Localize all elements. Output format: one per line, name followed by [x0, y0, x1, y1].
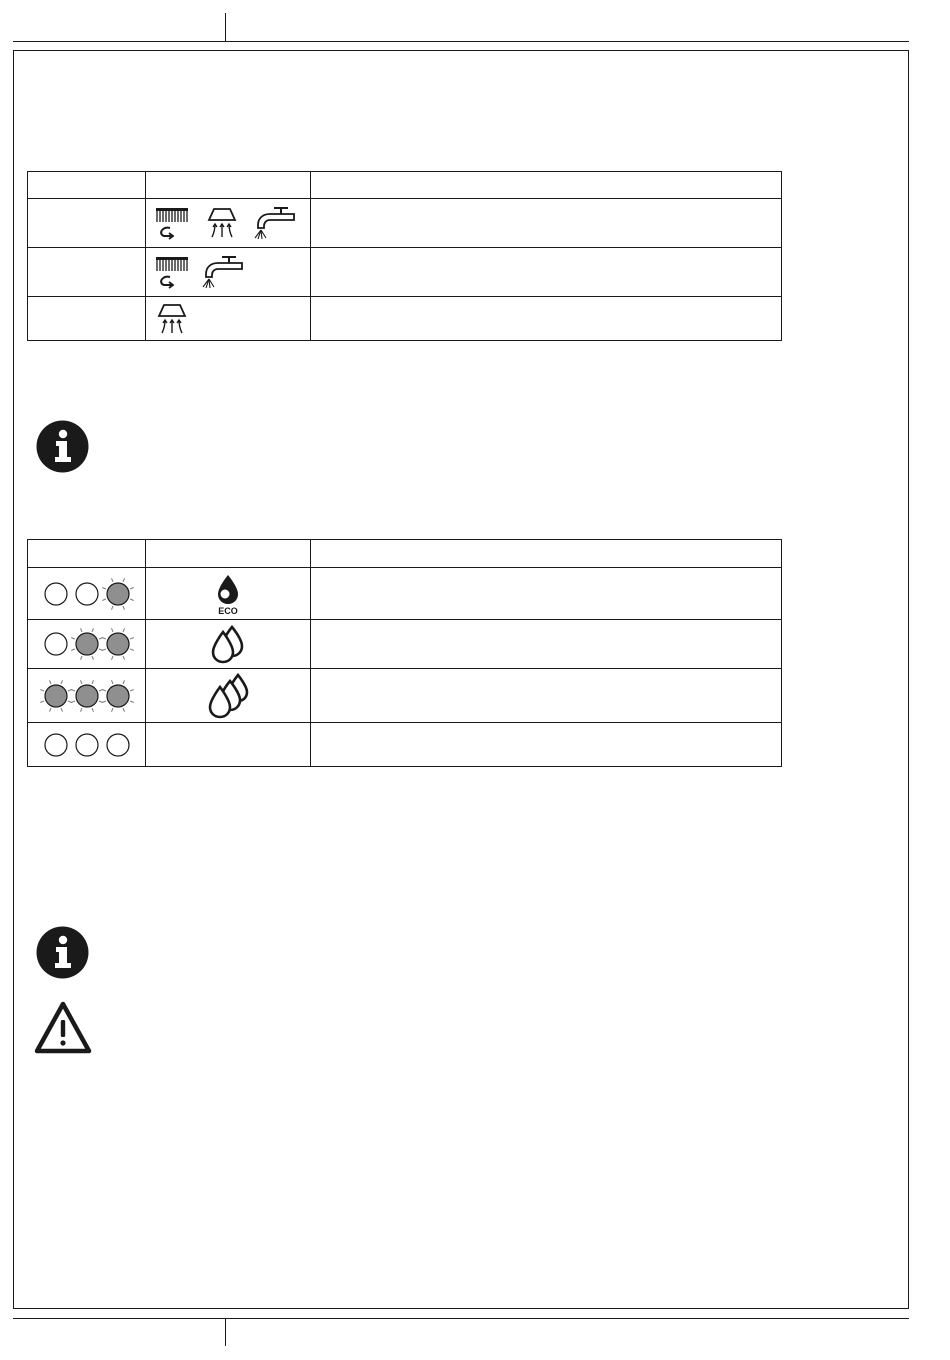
led-indicator-lit — [71, 628, 102, 659]
header-divider — [225, 13, 226, 41]
led-indicator-svg — [37, 624, 137, 664]
program-row-icons — [146, 248, 311, 297]
water-tap-icon — [252, 206, 296, 240]
program-row-label — [28, 248, 146, 297]
eco-label: ECO — [218, 605, 238, 615]
program-row-icons — [146, 297, 311, 341]
water-header-col-3 — [311, 540, 782, 568]
program-table-header — [28, 172, 782, 199]
led-indicator-off — [76, 734, 98, 756]
water-row-description — [311, 723, 782, 767]
vacuum-hood-icon — [152, 302, 192, 336]
water-tap-icon — [200, 255, 244, 289]
led-indicator-group — [28, 725, 145, 765]
water-icon-cell — [146, 669, 311, 723]
led-cell — [28, 669, 146, 723]
footer-divider — [225, 1318, 226, 1346]
water-drop-eco-icon — [213, 573, 243, 615]
warning-icon — [33, 1000, 93, 1056]
led-indicator-svg — [37, 574, 137, 614]
led-indicator-lit — [102, 628, 133, 659]
program-header-col-3 — [311, 172, 782, 199]
led-indicator-off — [107, 734, 129, 756]
water-header-col-2 — [146, 540, 311, 568]
led-cell — [28, 568, 146, 620]
water-row-4 — [28, 723, 782, 767]
program-row-label — [28, 297, 146, 341]
program-row-icons — [146, 199, 311, 248]
water-row-description — [311, 669, 782, 723]
program-header-col-2 — [146, 172, 311, 199]
program-row-1 — [28, 199, 782, 248]
water-icon-cell — [146, 723, 311, 767]
water-flow-table — [27, 539, 782, 767]
info-icon — [36, 420, 89, 473]
vacuum-hood-icon — [202, 206, 242, 240]
header-rule — [13, 41, 909, 42]
footer-rule — [13, 1318, 909, 1319]
program-header-col-1 — [28, 172, 146, 199]
led-cell — [28, 620, 146, 669]
led-indicator-lit — [40, 680, 71, 711]
water-row-2 — [28, 620, 782, 669]
program-row-3 — [28, 297, 782, 341]
led-indicator-svg — [37, 725, 137, 765]
water-icon-cell — [146, 620, 311, 669]
brush-rotate-icon — [154, 255, 190, 289]
brush-rotate-icon — [154, 206, 190, 240]
led-indicator-lit — [71, 680, 102, 711]
info-icon — [36, 926, 89, 979]
led-indicator-svg — [37, 676, 137, 716]
led-indicator-group — [28, 624, 145, 664]
water-header-col-1 — [28, 540, 146, 568]
water-row-description — [311, 568, 782, 620]
water-row-description — [311, 620, 782, 669]
led-indicator-off — [76, 583, 98, 605]
led-indicator-group — [28, 574, 145, 614]
led-indicator-lit — [102, 578, 133, 609]
water-table-header — [28, 540, 782, 568]
led-indicator-group — [28, 676, 145, 716]
program-row-description — [311, 297, 782, 341]
led-indicator-off — [45, 583, 67, 605]
led-indicator-lit — [102, 680, 133, 711]
led-cell — [28, 723, 146, 767]
led-indicator-off — [45, 633, 67, 655]
led-indicator-off — [45, 734, 67, 756]
program-table — [27, 171, 782, 341]
program-row-2 — [28, 248, 782, 297]
water-icon-cell — [146, 568, 311, 620]
water-drops-two-icon — [208, 624, 248, 664]
program-row-description — [311, 248, 782, 297]
program-row-description — [311, 199, 782, 248]
program-row-label — [28, 199, 146, 248]
water-row-3 — [28, 669, 782, 723]
water-drops-three-icon — [205, 673, 251, 719]
water-row-1 — [28, 568, 782, 620]
